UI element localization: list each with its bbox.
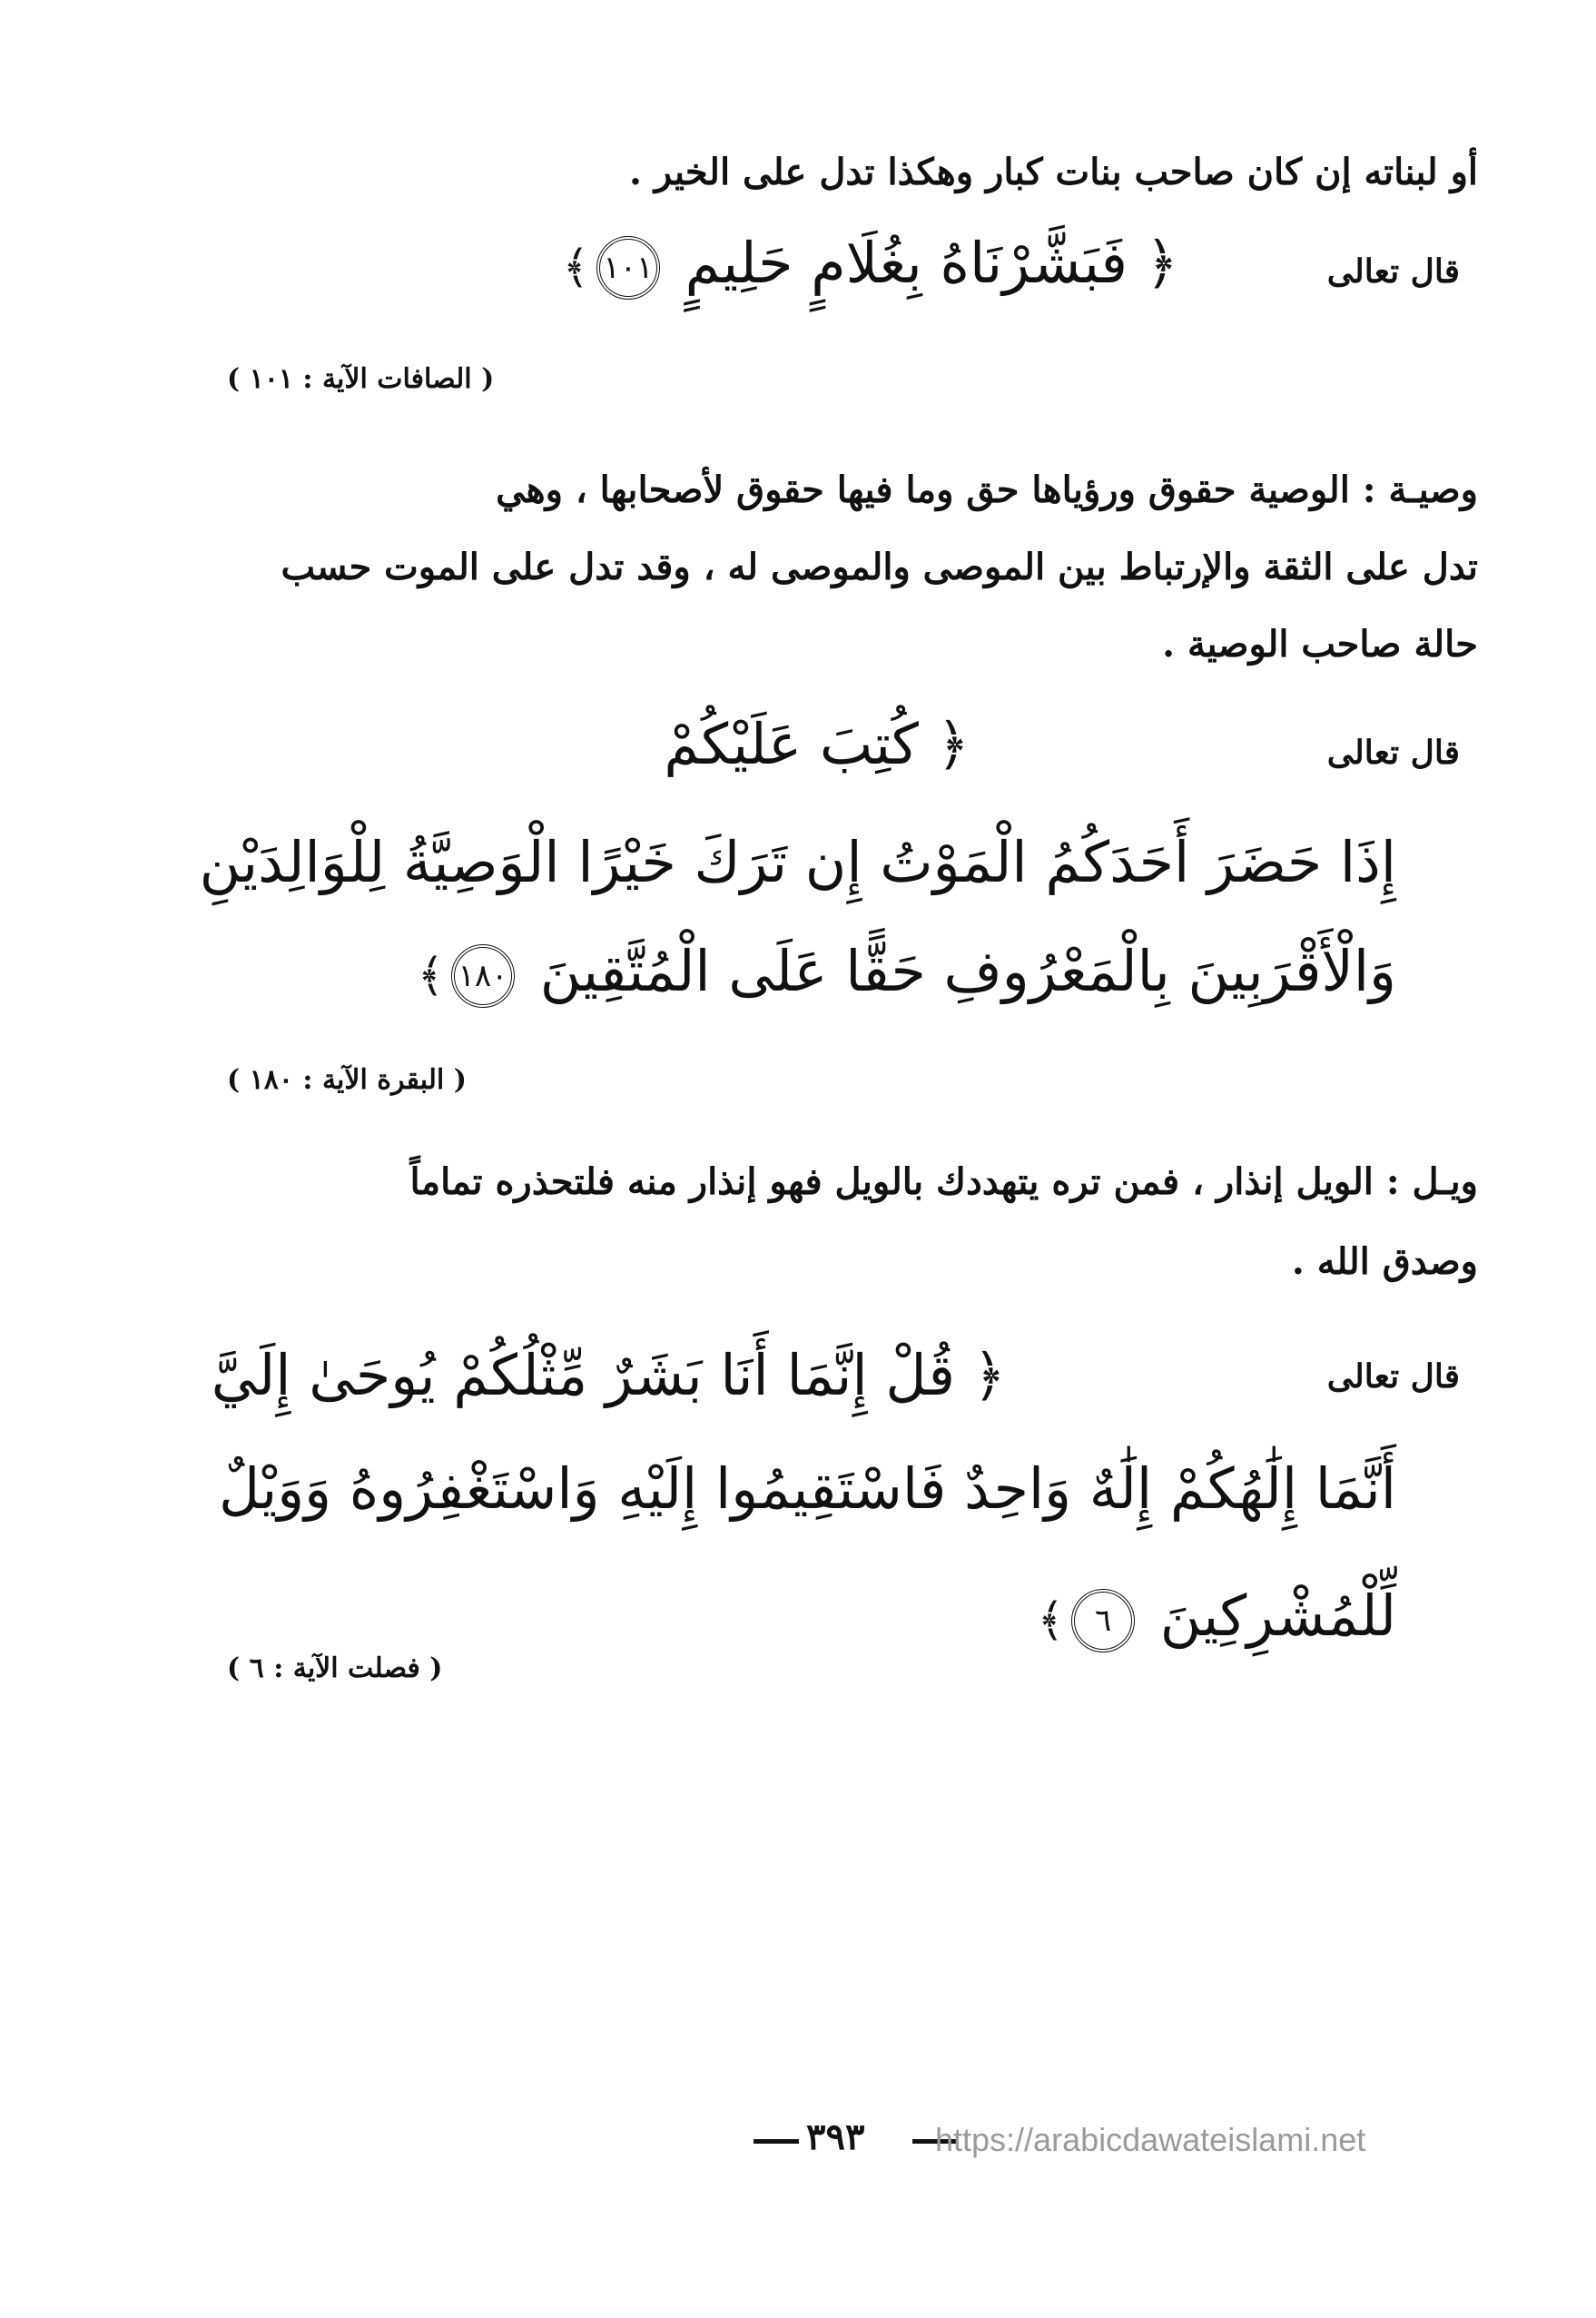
section3-verse-line-1: ﴿ قُلْ إِنَّمَا أَنَا بَشَرٌ مِّثْلُكُمْ يُوحَىٰ إِلَيَّ <box>211 1342 1006 1408</box>
footer-dash-left <box>754 2139 799 2144</box>
section1-verse <box>563 218 1178 312</box>
closing-bracket-icon: ﴾ <box>1037 1593 1065 1646</box>
section2-verse-line-1: ﴿ كُتِبَ عَلَيْكُمْ <box>664 711 970 777</box>
section2-term: وصيـة <box>1388 469 1478 511</box>
intro-line: أو لبناته إن كان صاحب بنات كبار وهكذا تدل على الخير . <box>628 151 1478 193</box>
section2-verse-line-2: إِذَا حَضَرَ أَحَدَكُمُ الْمَوْتُ إِن تَرَكَ خَيْرًا الْوَصِيَّةُ لِلْوَالِدَيْنِ <box>199 829 1396 895</box>
closing-bracket-icon: ﴾ <box>562 241 589 293</box>
section3-text-1: : الويل إنذار ، فمن تره يتهددك بالويل فهو إنذار منه فلتحذره تماماً <box>409 1160 1400 1203</box>
section3-line-1 <box>409 1155 1478 1209</box>
ayah-number-marker: ١٠١ <box>596 236 660 300</box>
section2-line-2: تدل على الثقة والإرتباط بين الموصى والموصى له ، وقد تدل على الموت حسب <box>281 546 1478 588</box>
section3-reference: ( فصلت الآية : ٦ ) <box>227 1652 443 1684</box>
section2-verse-line-3 <box>418 926 1396 1021</box>
section2-text-1: : الوصية حقوق ورؤياها حق وما فيها حقوق لأصحابها ، وهي <box>496 469 1376 511</box>
section2-reference: ( البقرة الآية : ١٨٠ ) <box>227 1064 467 1096</box>
section2-label: قال تعالى <box>1326 734 1460 772</box>
closing-bracket-icon: ﴾ <box>417 949 444 1001</box>
ayah-number-marker: ٦ <box>1071 1589 1135 1652</box>
section1-verse-line-1: ﴿ فَبَشَّرْنَاهُ بِغُلَامٍ حَلِيمٍ <box>685 230 1178 296</box>
section2-line-1 <box>496 463 1478 518</box>
watermark-url: https://arabicdawateislami.net <box>935 2121 1366 2158</box>
section3-verse-line-3-text: لِّلْمُشْرِكِينَ <box>1159 1583 1396 1649</box>
section3-term: ويـل <box>1412 1160 1478 1203</box>
section2-verse-line-3-text: وَالْأَقْرَبِينَ بِالْمَعْرُوفِ حَقًّا عَلَى الْمُتَّقِينَ <box>539 938 1396 1004</box>
section3-label: قال تعالى <box>1326 1357 1460 1396</box>
section3-verse-line-3 <box>1038 1571 1396 1665</box>
page-number: ٣٩٣ <box>806 2116 865 2158</box>
ayah-number-marker: ١٨٠ <box>451 944 515 1008</box>
section1-reference: ( الصافات الآية : ١٠١ ) <box>227 363 495 395</box>
section1-label: قال تعالى <box>1326 252 1460 291</box>
section3-line-2: وصدق الله . <box>1291 1240 1478 1283</box>
section2-line-3: حالة صاحب الوصية . <box>1162 623 1478 666</box>
section3-verse-line-2: أَنَّمَا إِلَٰهُكُمْ إِلَٰهٌ وَاحِدٌ فَاسْتَقِيمُوا إِلَيْهِ وَاسْتَغْفِرُوهُ وَوَيْلٌ <box>218 1455 1396 1522</box>
